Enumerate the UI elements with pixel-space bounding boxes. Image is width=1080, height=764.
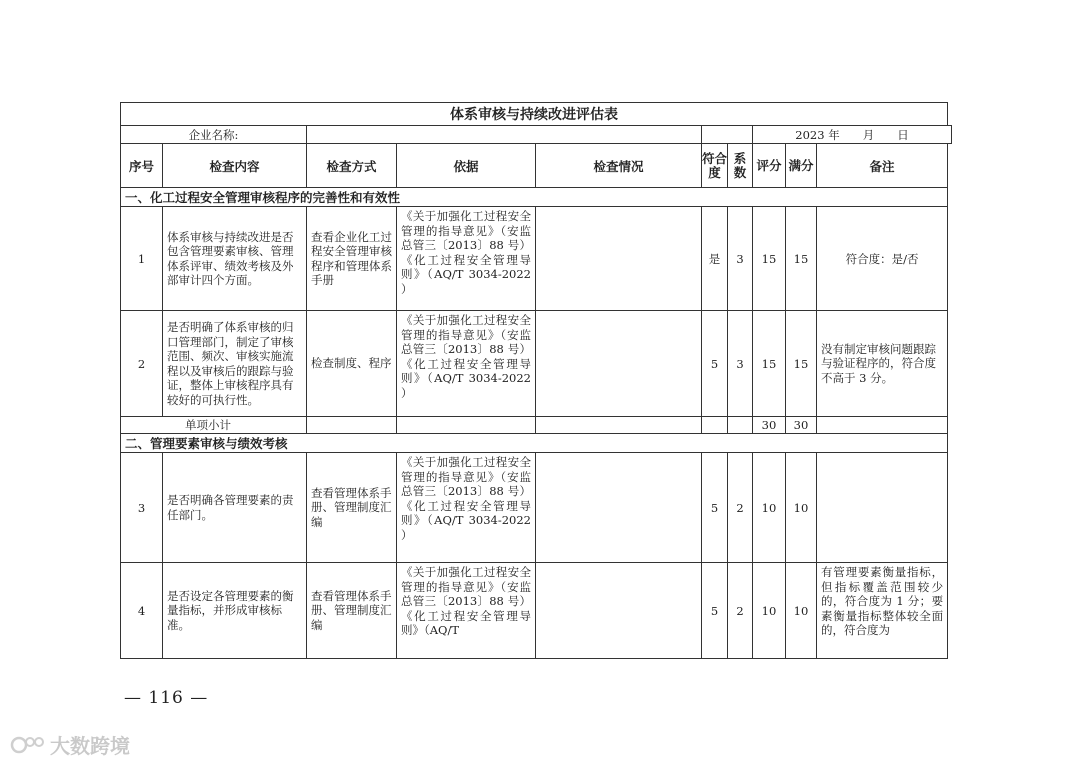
subtotal-row bbox=[121, 417, 952, 434]
info-row bbox=[121, 126, 952, 144]
section-title-1: 一、化工过程安全管理审核程序的完善性和有效性 bbox=[121, 188, 948, 207]
row-remark: 没有制定审核问题跟踪与验证程序的，符合度不高于 3 分。 bbox=[817, 311, 948, 417]
row-situation[interactable] bbox=[536, 453, 702, 563]
header-remark: 备注 bbox=[817, 144, 948, 188]
row-seq: 2 bbox=[121, 311, 163, 417]
row-situation[interactable] bbox=[536, 311, 702, 417]
row-content: 是否明确了体系审核的归口管理部门，制定了审核范围、频次、审核实施流程以及审核后的跟踪与验证，整体上审核程序具有较好的可执行性。 bbox=[163, 311, 307, 417]
header-row bbox=[121, 144, 952, 188]
date-text[interactable]: 2023 年 月 日 bbox=[753, 126, 952, 144]
row-conformity: 5 bbox=[702, 453, 728, 563]
subtotal-full: 30 bbox=[786, 417, 817, 434]
row-full: 15 bbox=[786, 311, 817, 417]
table-row bbox=[121, 207, 952, 311]
row-seq: 1 bbox=[121, 207, 163, 311]
subtotal-score: 30 bbox=[753, 417, 786, 434]
table-row bbox=[121, 563, 952, 659]
row-situation[interactable] bbox=[536, 563, 702, 659]
header-method: 检查方式 bbox=[307, 144, 397, 188]
section-title-2: 二、管理要素审核与绩效考核 bbox=[121, 434, 948, 453]
row-situation[interactable] bbox=[536, 207, 702, 311]
row-method: 查看企业化工过程安全管理审核程序和管理体系手册 bbox=[307, 207, 397, 311]
watermark-text: 大数跨境 bbox=[50, 734, 130, 758]
row-score: 15 bbox=[753, 207, 786, 311]
row-coefficient: 2 bbox=[728, 563, 753, 659]
row-method: 查看管理体系手册、管理制度汇编 bbox=[307, 563, 397, 659]
row-conformity: 5 bbox=[702, 563, 728, 659]
header-basis: 依据 bbox=[397, 144, 536, 188]
row-remark: 有管理要素衡量指标，但指标覆盖范围较少的，符合度为 1 分；要素衡量指标整体较全面的，符合度为 bbox=[817, 563, 948, 659]
row-basis: 《关于加强化工过程安全管理的指导意见》（安监总管三〔2013〕88 号）《化工过程安全管理导则》（AQ/T bbox=[397, 563, 536, 659]
row-remark: 符合度：是/否 bbox=[817, 207, 948, 311]
row-method: 查看管理体系手册、管理制度汇编 bbox=[307, 453, 397, 563]
row-basis: 《关于加强化工过程安全管理的指导意见》（安监总管三〔2013〕88 号）《化工过程安全管理导则》（AQ/T 3034-2022 ） bbox=[397, 453, 536, 563]
watermark-logo-icon bbox=[10, 734, 46, 756]
row-method: 检查制度、程序 bbox=[307, 311, 397, 417]
row-basis: 《关于加强化工过程安全管理的指导意见》（安监总管三〔2013〕88 号）《化工过程安全管理导则》（AQ/T 3034-2022 ） bbox=[397, 207, 536, 311]
row-full: 10 bbox=[786, 563, 817, 659]
row-coefficient: 2 bbox=[728, 453, 753, 563]
header-coefficient: 系数 bbox=[728, 144, 753, 188]
row-score: 10 bbox=[753, 453, 786, 563]
header-conformity: 符合度 bbox=[702, 144, 728, 188]
row-full: 10 bbox=[786, 453, 817, 563]
row-seq: 3 bbox=[121, 453, 163, 563]
evaluation-table bbox=[120, 102, 952, 659]
row-basis: 《关于加强化工过程安全管理的指导意见》（安监总管三〔2013〕88 号）《化工过程安全管理导则》（AQ/T 3034-2022 ） bbox=[397, 311, 536, 417]
table-row bbox=[121, 453, 952, 563]
row-conformity: 是 bbox=[702, 207, 728, 311]
company-label: 企业名称: bbox=[121, 126, 307, 144]
watermark bbox=[10, 730, 130, 759]
row-content: 是否设定各管理要素的衡量指标，并形成审核标准。 bbox=[163, 563, 307, 659]
header-situation: 检查情况 bbox=[536, 144, 702, 188]
row-seq: 4 bbox=[121, 563, 163, 659]
table-title: 体系审核与持续改进评估表 bbox=[121, 103, 948, 126]
subtotal-label: 单项小计 bbox=[121, 417, 307, 434]
row-score: 15 bbox=[753, 311, 786, 417]
row-coefficient: 3 bbox=[728, 311, 753, 417]
header-seq: 序号 bbox=[121, 144, 163, 188]
row-coefficient: 3 bbox=[728, 207, 753, 311]
page-number: — 116 — bbox=[124, 688, 209, 708]
row-conformity: 5 bbox=[702, 311, 728, 417]
company-name-field[interactable] bbox=[307, 126, 702, 144]
header-score: 评分 bbox=[753, 144, 786, 188]
header-content: 检查内容 bbox=[163, 144, 307, 188]
row-score: 10 bbox=[753, 563, 786, 659]
row-content: 体系审核与持续改进是否包含管理要素审核、管理体系评审、绩效考核及外部审计四个方面。 bbox=[163, 207, 307, 311]
row-full: 15 bbox=[786, 207, 817, 311]
row-remark bbox=[817, 453, 948, 563]
row-content: 是否明确各管理要素的责任部门。 bbox=[163, 453, 307, 563]
header-full: 满分 bbox=[786, 144, 817, 188]
table-row bbox=[121, 311, 952, 417]
